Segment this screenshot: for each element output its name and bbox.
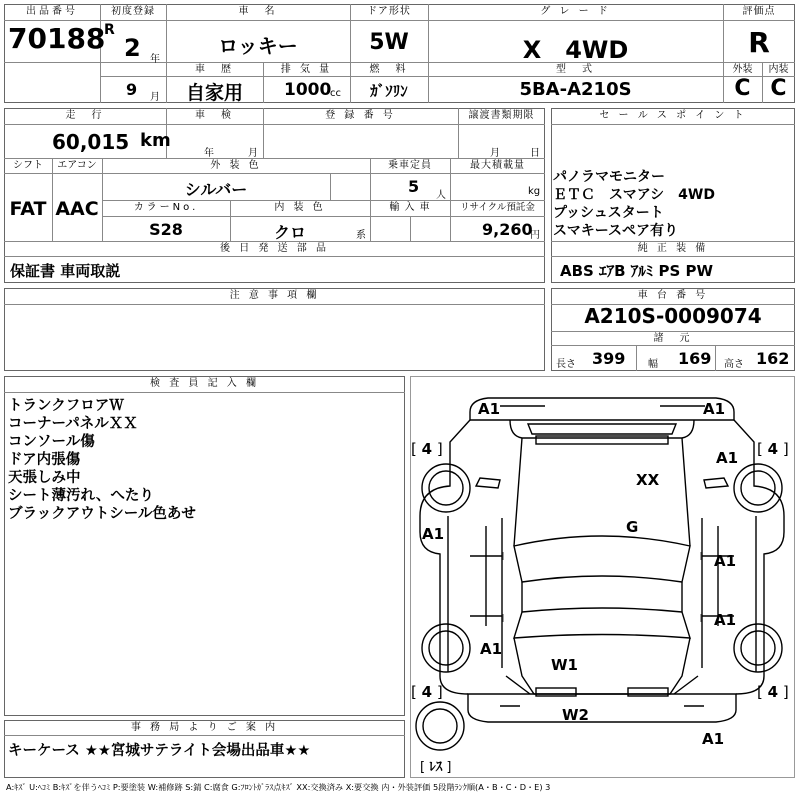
overall-score: R bbox=[748, 26, 770, 59]
int-color: クロ bbox=[273, 223, 306, 242]
lot-number: 70188 bbox=[8, 22, 106, 55]
office-header: 事 務 局 よ り ご 案 内 bbox=[130, 722, 279, 733]
displacement-header: 排 気 量 bbox=[280, 64, 333, 75]
inspector-line-3: コンソール傷 bbox=[8, 434, 95, 450]
era-mark: R bbox=[104, 22, 115, 38]
mark-tire-fr: 4 bbox=[767, 440, 779, 458]
equipment-header: 純 正 装 備 bbox=[637, 243, 709, 254]
sales-point-2: ＥＴＣ スマアシ 4WD bbox=[553, 187, 715, 203]
tire-rear-right-box: [ 4 ] bbox=[757, 683, 789, 701]
color-no: S28 bbox=[149, 220, 183, 239]
history: 自家用 bbox=[185, 82, 243, 104]
mark-tire-fl: 4 bbox=[421, 440, 433, 458]
interior-header: 内装 bbox=[768, 64, 789, 75]
history-header: 車 歴 bbox=[195, 64, 234, 75]
aircon: AAC bbox=[55, 198, 99, 220]
equipment: ABS ｴｱB ｱﾙﾐ PS PW bbox=[560, 262, 714, 280]
legend: A:ｷｽﾞ U:ﾍｺﾐ B:ｷｽﾞを伴うﾍｺﾐ P:要塗装 W:補修跡 S:錆 C:腐食 G:ﾌﾛﾝﾄｶﾞﾗｽ点ｷｽﾞ XX:交換済み X:要交換 内・外装評価 5段階ﾗﾝｸ順(A・B・C・D・E) 3 bbox=[6, 782, 551, 792]
first-reg-month: 9 bbox=[126, 80, 138, 99]
tire-front-left-box: [ 4 ] bbox=[411, 440, 443, 458]
model-code-header: 型 式 bbox=[556, 64, 595, 75]
mileage-header: 走 行 bbox=[65, 110, 105, 121]
mark-rear-bumper: W2 bbox=[562, 706, 589, 724]
tire-rear-left-box: [ 4 ] bbox=[411, 683, 443, 701]
mark-tire-rl: 4 bbox=[421, 683, 433, 701]
mark-trunk: W1 bbox=[551, 656, 578, 674]
width-label: 幅 bbox=[648, 359, 658, 370]
recycle-fee: 9,260 bbox=[482, 220, 533, 239]
mark-hood: XX bbox=[636, 471, 660, 489]
mark-quarter-left: A1 bbox=[480, 640, 503, 658]
displacement-unit: cc bbox=[330, 88, 341, 99]
inspector-line-7: ブラックアウトシール色あせ bbox=[8, 506, 196, 522]
color-no-header: カラーNo. bbox=[133, 202, 199, 213]
spare-tire-box: [ ﾚｽ ] bbox=[420, 760, 452, 775]
sales-point-3: プッシュスタート bbox=[553, 205, 664, 221]
mark-roof: G bbox=[626, 518, 639, 536]
door-type-header: ドア形状 bbox=[367, 6, 411, 17]
mark-front-right: A1 bbox=[703, 400, 726, 418]
car-name-header: 車 名 bbox=[238, 6, 278, 17]
model-code: 5BA-A210S bbox=[519, 79, 632, 100]
mileage: 60,015 bbox=[52, 130, 130, 154]
inspector-line-2: コーナーパネルＸＸ bbox=[8, 416, 138, 432]
inspector-header: 検 査 員 記 入 欄 bbox=[150, 378, 259, 389]
mark-door-right-front: A1 bbox=[714, 552, 737, 570]
inspection-month-unit: 月 bbox=[248, 148, 258, 159]
fuel: ｶﾞｿﾘﾝ bbox=[370, 82, 408, 100]
height-label: 高さ bbox=[724, 359, 744, 370]
max-load-header: 最大積載量 bbox=[470, 160, 525, 171]
mark-front-left: A1 bbox=[478, 400, 501, 418]
exterior-header: 外装 bbox=[732, 64, 753, 75]
score-header: 評価点 bbox=[742, 6, 776, 17]
later-parts: 保証書 車両取説 bbox=[10, 262, 121, 280]
inspector-line-5: 天張しみ中 bbox=[8, 470, 81, 486]
recycle-unit: 円 bbox=[530, 230, 540, 241]
first-registration-header: 初度登録 bbox=[111, 6, 155, 17]
lot-number-header: 出品番号 bbox=[26, 6, 78, 17]
plate-header: 登 録 番 号 bbox=[325, 110, 396, 121]
interior-score: C bbox=[770, 76, 787, 101]
mark-side-left: A1 bbox=[422, 525, 445, 543]
transfer-day-unit: 日 bbox=[530, 148, 540, 159]
notes-header: 注 意 事 項 欄 bbox=[229, 290, 320, 301]
sales-point-4: スマキースペア有り bbox=[553, 223, 679, 239]
length-label: 長さ bbox=[556, 359, 576, 370]
int-color-header: 内 装 色 bbox=[274, 202, 326, 213]
mileage-unit: km bbox=[140, 130, 171, 151]
width: 169 bbox=[678, 349, 712, 368]
capacity-unit: 人 bbox=[436, 190, 446, 201]
recycle-header: リサイクル預託金 bbox=[460, 202, 535, 213]
mark-tire-rr: 4 bbox=[767, 683, 779, 701]
later-parts-header: 後 日 発 送 部 品 bbox=[220, 243, 329, 254]
inspection-year-unit: 年 bbox=[204, 148, 214, 159]
height: 162 bbox=[756, 349, 790, 368]
capacity: 5 bbox=[408, 177, 420, 196]
aircon-header: エアコン bbox=[57, 160, 97, 171]
int-color-unit: 系 bbox=[356, 230, 366, 241]
mark-fender-right: A1 bbox=[716, 449, 739, 467]
chassis-number: A210S-0009074 bbox=[584, 304, 762, 328]
door-type: 5W bbox=[369, 30, 409, 55]
length: 399 bbox=[592, 349, 626, 368]
exterior-score: C bbox=[734, 76, 751, 101]
inspection-header: 車 検 bbox=[195, 110, 234, 121]
ext-color: シルバー bbox=[184, 180, 248, 199]
shift: FAT bbox=[9, 198, 47, 220]
import-header: 輸 入 車 bbox=[389, 202, 431, 213]
sales-points-header: セ ー ル ス ポ イ ン ト bbox=[599, 110, 747, 121]
tire-front-right-box: [ 4 ] bbox=[757, 440, 789, 458]
year-unit: 年 bbox=[150, 54, 160, 65]
transfer-doc-header: 譲渡書類期限 bbox=[468, 110, 535, 121]
first-reg-year: 2 bbox=[124, 34, 141, 62]
max-load-unit: kg bbox=[528, 186, 541, 197]
inspector-line-1: トランクフロアＷ bbox=[8, 398, 124, 414]
dims-header: 諸 元 bbox=[653, 333, 693, 344]
sales-point-1: パノラマモニター bbox=[553, 169, 665, 185]
mark-spare: ﾚｽ bbox=[429, 760, 443, 775]
grade-header: グ レ ー ド bbox=[540, 6, 611, 17]
shift-header: シフト bbox=[13, 160, 43, 171]
fuel-header: 燃 料 bbox=[369, 64, 409, 75]
mark-door-right-rear: A1 bbox=[714, 611, 737, 629]
transfer-month-unit: 月 bbox=[490, 148, 500, 159]
inspector-line-6: シート薄汚れ、へたり bbox=[8, 488, 154, 504]
ext-color-header: 外 装 色 bbox=[210, 160, 262, 171]
office-notice: キーケース ★★宮城サテライト会場出品車★★ bbox=[8, 743, 311, 759]
car-name: ロッキー bbox=[218, 34, 298, 58]
mark-rear-right: A1 bbox=[702, 730, 725, 748]
grade: X 4WD bbox=[522, 36, 629, 64]
inspector-line-4: ドア内張傷 bbox=[8, 452, 81, 468]
month-unit: 月 bbox=[150, 92, 160, 103]
displacement: 1000 bbox=[284, 80, 332, 100]
capacity-header: 乗車定員 bbox=[388, 160, 432, 171]
car-body-diagram bbox=[410, 376, 795, 778]
chassis-header: 車 台 番 号 bbox=[637, 290, 709, 301]
